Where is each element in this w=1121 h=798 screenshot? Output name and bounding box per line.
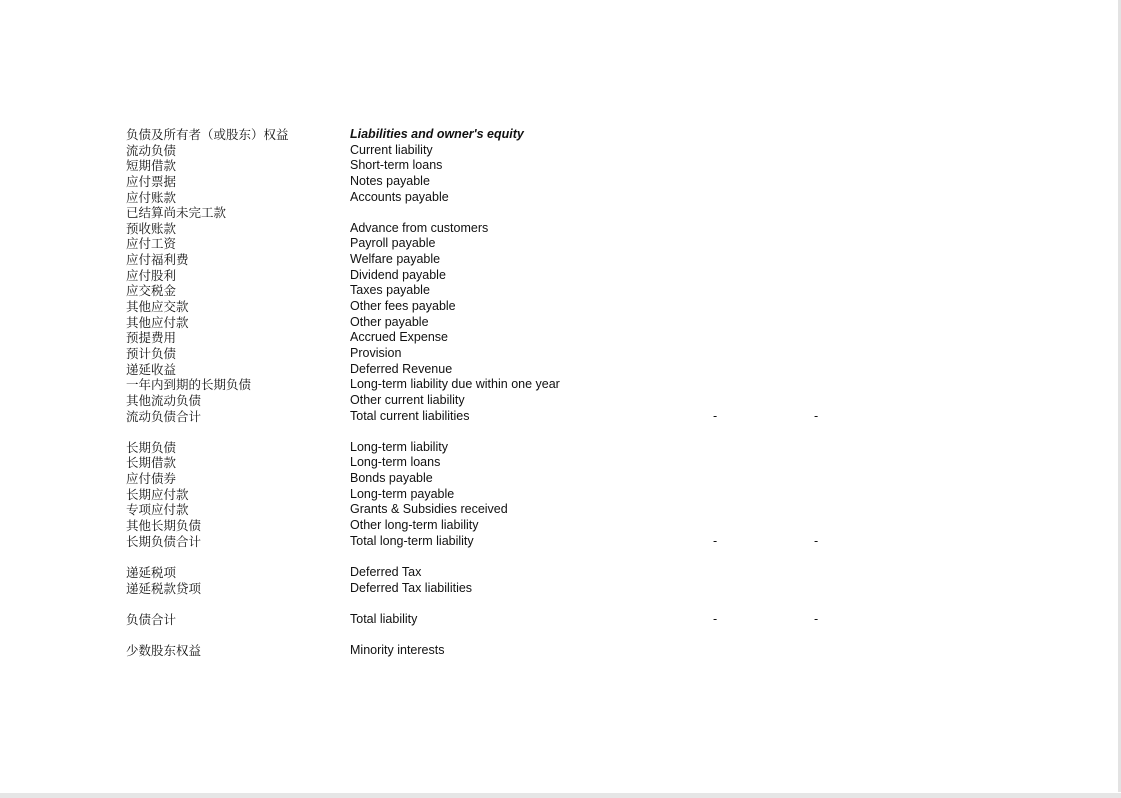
row-en: Deferred Tax liabilities <box>350 580 473 595</box>
row-zh: 已结算尚未完工款 <box>126 205 227 221</box>
table-row <box>0 252 1121 268</box>
row-en: Total liability <box>350 611 418 626</box>
row-zh: 递延税款贷项 <box>126 580 202 596</box>
row-en: Deferred Revenue <box>350 361 453 376</box>
row-zh: 其他长期负债 <box>126 518 202 534</box>
row-en: Other long-term liability <box>350 518 479 533</box>
total-row <box>0 409 1121 425</box>
row-zh: 长期负债合计 <box>126 533 202 549</box>
balance-sheet-liabilities <box>0 127 1121 659</box>
row-zh: 少数股东权益 <box>126 643 202 659</box>
row-zh: 应付股利 <box>126 267 177 283</box>
row-zh: 负债合计 <box>126 611 177 627</box>
table-row <box>0 643 1121 659</box>
row-zh: 应交税金 <box>126 283 177 299</box>
row-zh: 长期负债 <box>126 439 177 455</box>
row-en: Dividend payable <box>350 267 446 282</box>
row-spacer <box>0 549 1121 565</box>
row-en: Current liability <box>350 142 433 157</box>
value-col-1: - <box>713 408 718 423</box>
row-zh: 应付福利费 <box>126 252 189 268</box>
row-zh: 应付工资 <box>126 236 177 252</box>
table-row <box>0 565 1121 581</box>
value-col-2: - <box>814 408 819 423</box>
row-zh: 专项应付款 <box>126 502 189 518</box>
row-en: Other fees payable <box>350 299 456 314</box>
row-spacer <box>0 424 1121 440</box>
row-en: Notes payable <box>350 173 430 188</box>
row-en: Total current liabilities <box>350 408 470 423</box>
row-zh: 长期借款 <box>126 455 177 471</box>
table-row <box>0 393 1121 409</box>
table-row <box>0 330 1121 346</box>
row-zh: 预收账款 <box>126 220 177 236</box>
row-zh: 其他应交款 <box>126 299 189 315</box>
row-zh: 应付账款 <box>126 189 177 205</box>
row-en: Deferred Tax <box>350 564 422 579</box>
row-zh: 一年内到期的长期负债 <box>126 377 252 393</box>
bottom-scroll-strip <box>0 793 1121 798</box>
table-row <box>0 502 1121 518</box>
table-row <box>0 315 1121 331</box>
table-row <box>0 455 1121 471</box>
row-en: Other payable <box>350 314 429 329</box>
row-en: Long-term liability <box>350 439 448 454</box>
row-zh: 递延税项 <box>126 564 177 580</box>
row-en: Total long-term liability <box>350 533 474 548</box>
row-en: Welfare payable <box>350 252 441 267</box>
row-en: Accrued Expense <box>350 330 448 345</box>
row-en: Long-term payable <box>350 486 455 501</box>
table-row <box>0 221 1121 237</box>
row-zh: 短期借款 <box>126 158 177 174</box>
row-en: Provision <box>350 345 402 360</box>
row-zh: 预提费用 <box>126 330 177 346</box>
table-row <box>0 143 1121 159</box>
row-zh: 流动负债合计 <box>126 408 202 424</box>
row-zh: 预计负债 <box>126 345 177 361</box>
table-row <box>0 581 1121 597</box>
row-en: Taxes payable <box>350 283 430 298</box>
table-row <box>0 158 1121 174</box>
row-en: Long-term loans <box>350 455 441 470</box>
row-zh: 其他应付款 <box>126 314 189 330</box>
row-en: Payroll payable <box>350 236 436 251</box>
row-en: Grants & Subsidies received <box>350 502 508 517</box>
row-zh: 递延收益 <box>126 361 177 377</box>
row-zh: 其他流动负债 <box>126 392 202 408</box>
table-row <box>0 268 1121 284</box>
row-en: Short-term loans <box>350 158 443 173</box>
header-en: Liabilities and owner's equity <box>350 127 524 141</box>
table-row <box>0 236 1121 252</box>
table-row <box>0 190 1121 206</box>
table-row <box>0 518 1121 534</box>
table-row <box>0 205 1121 221</box>
total-row <box>0 534 1121 550</box>
row-en: Minority interests <box>350 643 445 658</box>
row-zh: 流动负债 <box>126 142 177 158</box>
row-en: Other current liability <box>350 392 465 407</box>
table-row <box>0 471 1121 487</box>
row-en: Long-term liability due within one year <box>350 377 560 392</box>
value-col-2: - <box>814 611 819 626</box>
table-row <box>0 283 1121 299</box>
row-spacer <box>0 628 1121 644</box>
table-row <box>0 346 1121 362</box>
row-en: Accounts payable <box>350 189 449 204</box>
total-row <box>0 612 1121 628</box>
table-row <box>0 174 1121 190</box>
row-zh: 应付债券 <box>126 471 177 487</box>
table-row <box>0 299 1121 315</box>
row-zh: 应付票据 <box>126 173 177 189</box>
row-spacer <box>0 596 1121 612</box>
value-col-1: - <box>713 533 718 548</box>
row-en: Advance from customers <box>350 220 489 235</box>
value-col-2: - <box>814 533 819 548</box>
table-row <box>0 362 1121 378</box>
table-row <box>0 440 1121 456</box>
header-zh: 负债及所有者（或股东）权益 <box>126 127 289 142</box>
table-row <box>0 377 1121 393</box>
header-row <box>0 127 1121 143</box>
row-en: Bonds payable <box>350 471 433 486</box>
table-row <box>0 487 1121 503</box>
value-col-1: - <box>713 611 718 626</box>
row-zh: 长期应付款 <box>126 486 189 502</box>
